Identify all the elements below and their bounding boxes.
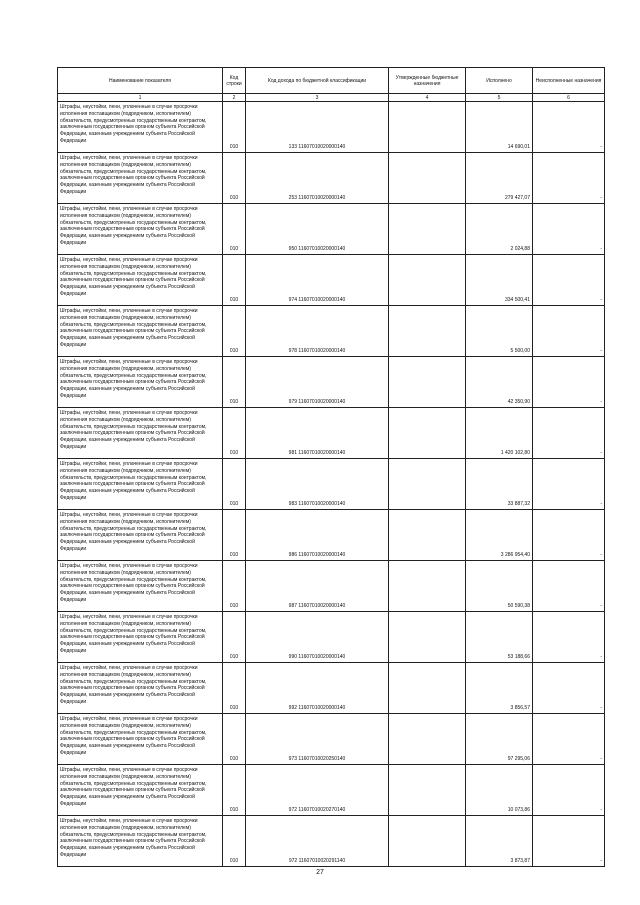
table-row (58, 204, 605, 255)
row-executed: 97 295,06 (466, 714, 533, 765)
row-approved (389, 357, 466, 408)
row-name: Штрафы, неустойки, пени, уплаченные в случае просрочки исполнения поставщиком (подрядчиком, исполнителем) обязательств, предусмотренных государственным контрактом, заключенным государственным органом субъекта Российской Федерации, казенным учреждением субъекта Российской Федерации (58, 255, 223, 306)
row-code: 010 (223, 663, 246, 714)
row-name: Штрафы, неустойки, пени, уплаченные в случае просрочки исполнения поставщиком (подрядчиком, исполнителем) обязательств, предусмотренных государственным контрактом, заключенным государственным органом субъекта Российской Федерации, казенным учреждением субъекта Российской Федерации (58, 408, 223, 459)
row-kbk: 972 11607010020291140 (246, 816, 389, 867)
table-row (58, 765, 605, 816)
row-approved (389, 408, 466, 459)
row-remaining: - (533, 408, 605, 459)
row-code: 010 (223, 765, 246, 816)
row-kbk: 990 11607010020000140 (246, 612, 389, 663)
row-code: 010 (223, 357, 246, 408)
row-approved (389, 816, 466, 867)
row-remaining: - (533, 663, 605, 714)
row-remaining: - (533, 255, 605, 306)
row-approved (389, 510, 466, 561)
row-approved (389, 153, 466, 204)
row-remaining: - (533, 510, 605, 561)
row-remaining: - (533, 306, 605, 357)
row-approved (389, 459, 466, 510)
table-row (58, 255, 605, 306)
row-approved (389, 561, 466, 612)
row-executed: 53 188,66 (466, 612, 533, 663)
row-kbk: 253 11607010020000140 (246, 153, 389, 204)
row-executed: 3 873,87 (466, 816, 533, 867)
row-name: Штрафы, неустойки, пени, уплаченные в случае просрочки исполнения поставщиком (подрядчиком, исполнителем) обязательств, предусмотренных государственным контрактом, заключенным государственным органом субъекта Российской Федерации, казенным учреждением субъекта Российской Федерации (58, 765, 223, 816)
row-remaining: - (533, 816, 605, 867)
column-number: 2 (223, 94, 246, 102)
row-name: Штрафы, неустойки, пени, уплаченные в случае просрочки исполнения поставщиком (подрядчиком, исполнителем) обязательств, предусмотренных государственным контрактом, заключенным государственным органом субъекта Российской Федерации, казенным учреждением субъекта Российской Федерации (58, 612, 223, 663)
row-code: 010 (223, 510, 246, 561)
row-code: 010 (223, 408, 246, 459)
page-number: 27 (316, 869, 324, 876)
row-kbk: 979 11607010020000140 (246, 357, 389, 408)
row-approved (389, 255, 466, 306)
column-number-row (58, 94, 605, 102)
row-remaining: - (533, 204, 605, 255)
row-remaining: - (533, 153, 605, 204)
budget-execution-table (57, 67, 605, 867)
row-kbk: 983 11607010020000140 (246, 459, 389, 510)
row-code: 010 (223, 561, 246, 612)
table-row (58, 612, 605, 663)
row-name: Штрафы, неустойки, пени, уплаченные в случае просрочки исполнения поставщиком (подрядчиком, исполнителем) обязательств, предусмотренных государственным контрактом, заключенным государственным органом субъекта Российской Федерации, казенным учреждением субъекта Российской Федерации (58, 102, 223, 153)
row-remaining: - (533, 357, 605, 408)
row-name: Штрафы, неустойки, пени, уплаченные в случае просрочки исполнения поставщиком (подрядчиком, исполнителем) обязательств, предусмотренных государственным контрактом, заключенным государственным органом субъекта Российской Федерации, казенным учреждением субъекта Российской Федерации (58, 459, 223, 510)
table-row (58, 102, 605, 153)
row-approved (389, 765, 466, 816)
row-executed: 1 420 102,80 (466, 408, 533, 459)
row-name: Штрафы, неустойки, пени, уплаченные в случае просрочки исполнения поставщиком (подрядчиком, исполнителем) обязательств, предусмотренных государственным контрактом, заключенным государственным органом субъекта Российской Федерации, казенным учреждением субъекта Российской Федерации (58, 663, 223, 714)
row-name: Штрафы, неустойки, пени, уплаченные в случае просрочки исполнения поставщиком (подрядчиком, исполнителем) обязательств, предусмотренных государственным контрактом, заключенным государственным органом субъекта Российской Федерации, казенным учреждением субъекта Российской Федерации (58, 816, 223, 867)
row-name: Штрафы, неустойки, пени, уплаченные в случае просрочки исполнения поставщиком (подрядчиком, исполнителем) обязательств, предусмотренных государственным контрактом, заключенным государственным органом субъекта Российской Федерации, казенным учреждением субъекта Российской Федерации (58, 204, 223, 255)
row-code: 010 (223, 255, 246, 306)
column-number: 4 (389, 94, 466, 102)
row-remaining: - (533, 459, 605, 510)
row-executed: 50 590,38 (466, 561, 533, 612)
row-remaining: - (533, 765, 605, 816)
row-approved (389, 663, 466, 714)
row-kbk: 974 11607010020000140 (246, 255, 389, 306)
row-remaining: - (533, 714, 605, 765)
row-remaining: - (533, 102, 605, 153)
row-kbk: 133 11607010020000140 (246, 102, 389, 153)
row-executed: 3 856,57 (466, 663, 533, 714)
row-executed: 33 887,32 (466, 459, 533, 510)
header-code: Код строки (223, 68, 246, 94)
row-code: 010 (223, 102, 246, 153)
row-name: Штрафы, неустойки, пени, уплаченные в случае просрочки исполнения поставщиком (подрядчиком, исполнителем) обязательств, предусмотренных государственным контрактом, заключенным государственным органом субъекта Российской Федерации, казенным учреждением субъекта Российской Федерации (58, 306, 223, 357)
column-number: 5 (466, 94, 533, 102)
row-kbk: 981 11607010020000140 (246, 408, 389, 459)
row-executed: 279 427,07 (466, 153, 533, 204)
table-body (58, 102, 605, 867)
row-name: Штрафы, неустойки, пени, уплаченные в случае просрочки исполнения поставщиком (подрядчиком, исполнителем) обязательств, предусмотренных государственным контрактом, заключенным государственным органом субъекта Российской Федерации, казенным учреждением субъекта Российской Федерации (58, 561, 223, 612)
header-approved: Утвержденные бюджетные назначения (389, 68, 466, 94)
row-executed: 5 500,00 (466, 306, 533, 357)
row-code: 010 (223, 153, 246, 204)
column-number: 1 (58, 94, 223, 102)
column-number: 6 (533, 94, 605, 102)
row-kbk: 972 11607010020270140 (246, 765, 389, 816)
header-executed: Исполнено (466, 68, 533, 94)
row-approved (389, 306, 466, 357)
table-row (58, 510, 605, 561)
row-remaining: - (533, 612, 605, 663)
row-approved (389, 204, 466, 255)
row-code: 010 (223, 459, 246, 510)
table-row (58, 306, 605, 357)
row-kbk: 986 11607010020000140 (246, 510, 389, 561)
row-kbk: 973 11607010020250140 (246, 714, 389, 765)
row-kbk: 992 11607010020000140 (246, 663, 389, 714)
row-executed: 14 690,01 (466, 102, 533, 153)
row-kbk: 950 11607010020000140 (246, 204, 389, 255)
row-executed: 334 500,41 (466, 255, 533, 306)
table-row (58, 714, 605, 765)
row-remaining: - (533, 561, 605, 612)
row-kbk: 987 11607010020000140 (246, 561, 389, 612)
row-name: Штрафы, неустойки, пени, уплаченные в случае просрочки исполнения поставщиком (подрядчиком, исполнителем) обязательств, предусмотренных государственным контрактом, заключенным государственным органом субъекта Российской Федерации, казенным учреждением субъекта Российской Федерации (58, 153, 223, 204)
row-code: 010 (223, 714, 246, 765)
row-approved (389, 612, 466, 663)
header-kbk: Код дохода по бюджетной классификации (246, 68, 389, 94)
row-name: Штрафы, неустойки, пени, уплаченные в случае просрочки исполнения поставщиком (подрядчиком, исполнителем) обязательств, предусмотренных государственным контрактом, заключенным государственным органом субъекта Российской Федерации, казенным учреждением субъекта Российской Федерации (58, 357, 223, 408)
row-name: Штрафы, неустойки, пени, уплаченные в случае просрочки исполнения поставщиком (подрядчиком, исполнителем) обязательств, предусмотренных государственным контрактом, заключенным государственным органом субъекта Российской Федерации, казенным учреждением субъекта Российской Федерации (58, 714, 223, 765)
table-row (58, 816, 605, 867)
table-row (58, 459, 605, 510)
row-kbk: 978 11607010020000140 (246, 306, 389, 357)
row-code: 010 (223, 612, 246, 663)
row-approved (389, 714, 466, 765)
row-executed: 42 350,90 (466, 357, 533, 408)
table-row (58, 357, 605, 408)
row-code: 010 (223, 816, 246, 867)
row-executed: 3 286 954,40 (466, 510, 533, 561)
column-number: 3 (246, 94, 389, 102)
row-executed: 10 073,86 (466, 765, 533, 816)
table-row (58, 663, 605, 714)
header-name: Наименование показателя (58, 68, 223, 94)
row-approved (389, 102, 466, 153)
row-executed: 2 024,88 (466, 204, 533, 255)
header-remaining: Неисполненные назначения (533, 68, 605, 94)
row-code: 010 (223, 204, 246, 255)
table-row (58, 561, 605, 612)
table-row (58, 408, 605, 459)
row-code: 010 (223, 306, 246, 357)
table-header-row (58, 68, 605, 94)
row-name: Штрафы, неустойки, пени, уплаченные в случае просрочки исполнения поставщиком (подрядчиком, исполнителем) обязательств, предусмотренных государственным контрактом, заключенным государственным органом субъекта Российской Федерации, казенным учреждением субъекта Российской Федерации (58, 510, 223, 561)
table-row (58, 153, 605, 204)
